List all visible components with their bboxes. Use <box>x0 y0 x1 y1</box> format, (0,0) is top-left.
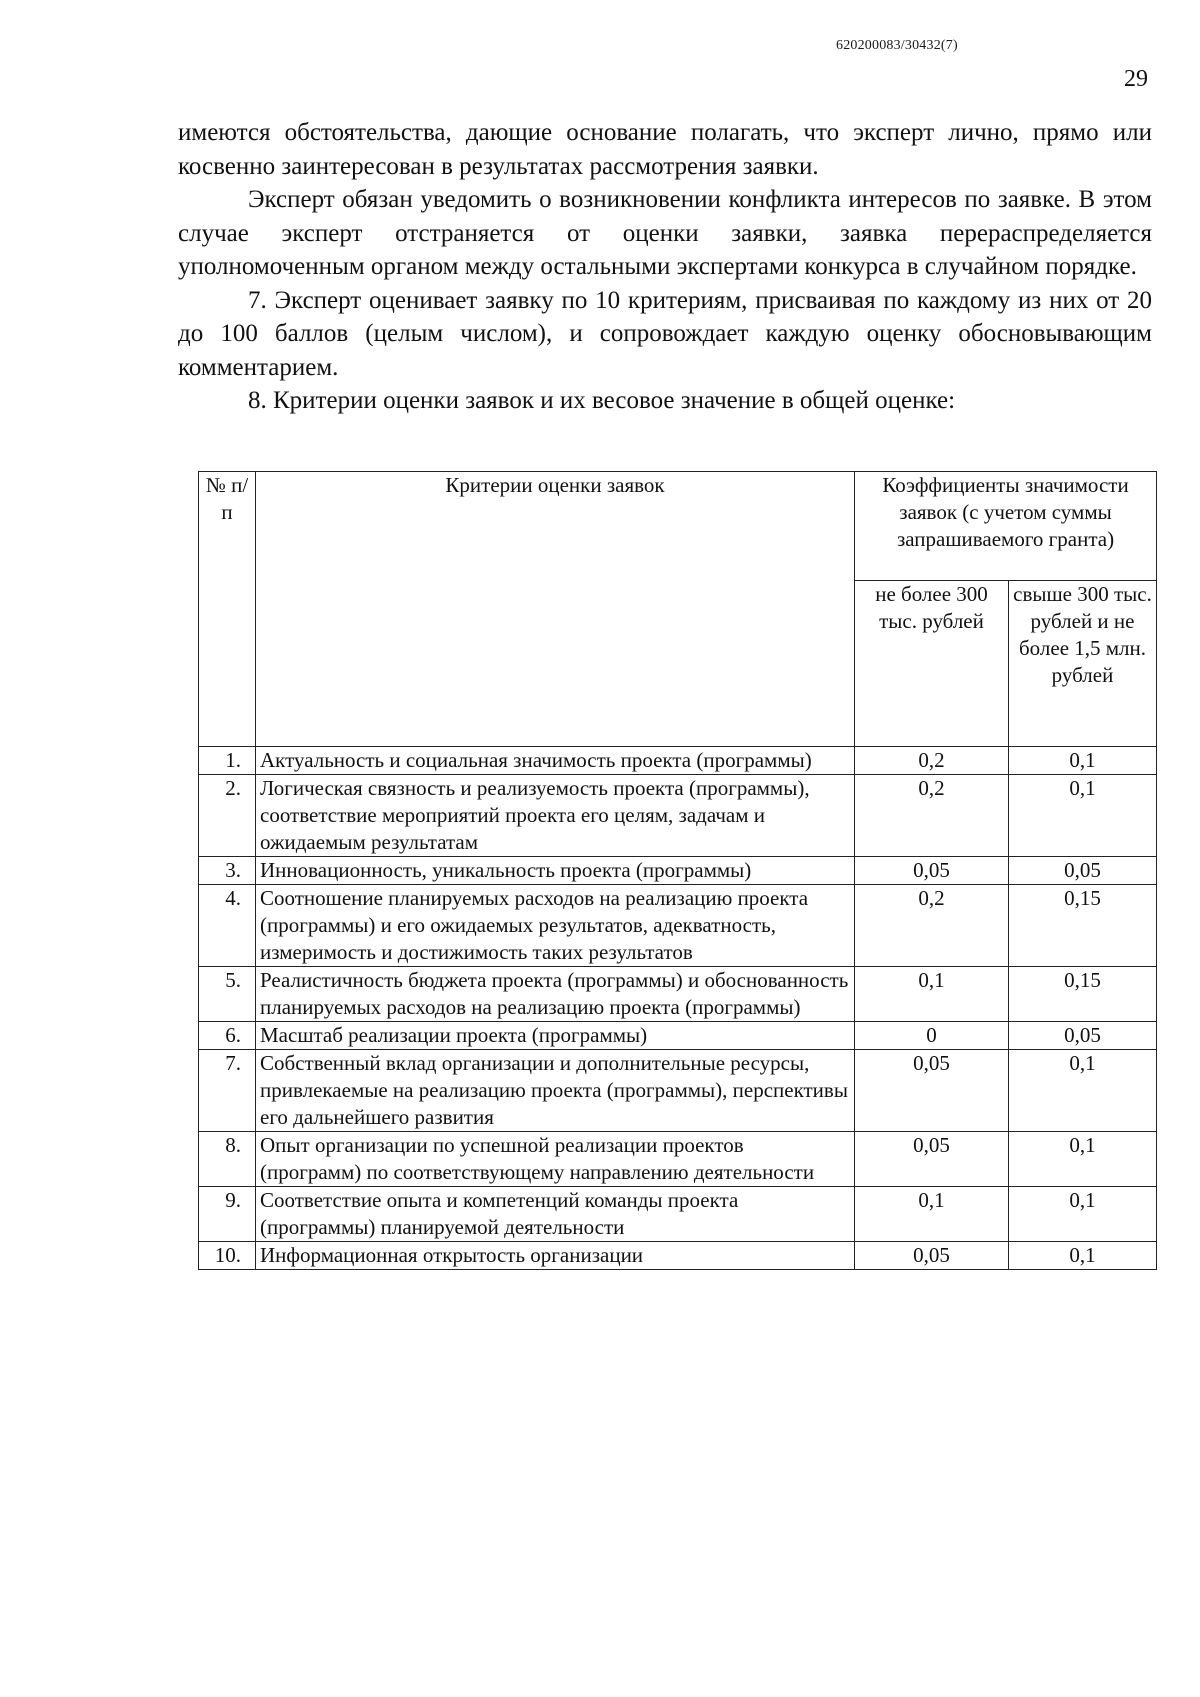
row-num-cell: 2. <box>199 775 256 857</box>
table-row <box>199 1132 1157 1187</box>
row-coef-a-cell: 0,2 <box>855 747 1009 775</box>
paragraph-conflict-of-interest: Эксперт обязан уведомить о возникновении конфликта интересов по заявке. В этом случае эксперт отстраняется от оценки заявки, заявка перераспределяется уполномоченным органом между остальными экспертами конкурса в случайном порядке. <box>178 186 1152 280</box>
row-coef-b-cell: 0,1 <box>1009 775 1157 857</box>
paragraph-continuation: имеются обстоятельства, дающие основание полагать, что эксперт лично, прямо или косвенно заинтересован в результатах рассмотрения заявки. <box>178 119 1152 180</box>
table-row <box>199 885 1157 967</box>
paragraph-item-8: 8. Критерии оценки заявок и их весовое значение в общей оценке: <box>248 387 956 414</box>
row-num-cell: 4. <box>199 885 256 967</box>
header-coef-cell: Коэффициенты значимости заявок (с учетом суммы запрашиваемого гранта) <box>855 472 1157 581</box>
row-num-cell: 7. <box>199 1050 256 1132</box>
row-criterion-cell: Инновационность, уникальность проекта (программы) <box>256 857 855 885</box>
document-id: 620200083/30432(7) <box>836 38 958 53</box>
row-criterion-cell: Опыт организации по успешной реализации проектов (программ) по соответствующему направлению деятельности <box>256 1132 855 1187</box>
table-row <box>199 1242 1157 1270</box>
table-row <box>199 967 1157 1022</box>
row-num-cell: 3. <box>199 857 256 885</box>
row-coef-b-cell: 0,05 <box>1009 857 1157 885</box>
paragraph-item-7: 7. Эксперт оценивает заявку по 10 критериям, присваивая по каждому из них от 20 до 100 баллов (целым числом), и сопровождает каждую оценку обосновывающим комментарием. <box>178 286 1152 381</box>
row-criterion-cell: Собственный вклад организации и дополнительные ресурсы, привлекаемые на реализацию проекта (программы), перспективы его дальнейшего развития <box>256 1050 855 1132</box>
header-num-cell: № п/п <box>199 472 256 747</box>
header-criteria-cell: Критерии оценки заявок <box>256 472 855 747</box>
row-coef-a-cell: 0,05 <box>855 857 1009 885</box>
row-num-cell: 9. <box>199 1187 256 1242</box>
row-num-cell: 5. <box>199 967 256 1022</box>
row-criterion-cell: Реалистичность бюджета проекта (программы) и обоснованность планируемых расходов на реализацию проекта (программы) <box>256 967 855 1022</box>
criteria-table <box>198 471 1157 1270</box>
row-coef-b-cell: 0,1 <box>1009 1132 1157 1187</box>
row-coef-b-cell: 0,15 <box>1009 885 1157 967</box>
row-coef-a-cell: 0,2 <box>855 775 1009 857</box>
row-num-cell: 10. <box>199 1242 256 1270</box>
row-criterion-cell: Соотношение планируемых расходов на реализацию проекта (программы) и его ожидаемых результатов, адекватность, измеримость и достижимость таких результатов <box>256 885 855 967</box>
table-row <box>199 1022 1157 1050</box>
row-criterion-cell: Информационная открытость организации <box>256 1242 855 1270</box>
row-coef-a-cell: 0,05 <box>855 1132 1009 1187</box>
row-coef-a-cell: 0,1 <box>855 1187 1009 1242</box>
row-coef-a-cell: 0 <box>855 1022 1009 1050</box>
table-row <box>199 747 1157 775</box>
row-criterion-cell: Актуальность и социальная значимость проекта (программы) <box>256 747 855 775</box>
row-coef-b-cell: 0,1 <box>1009 1050 1157 1132</box>
body-text <box>178 116 1152 418</box>
row-coef-a-cell: 0,05 <box>855 1242 1009 1270</box>
row-num-cell: 6. <box>199 1022 256 1050</box>
row-coef-b-cell: 0,15 <box>1009 967 1157 1022</box>
row-coef-b-cell: 0,1 <box>1009 747 1157 775</box>
row-num-cell: 8. <box>199 1132 256 1187</box>
table-row <box>199 857 1157 885</box>
row-coef-a-cell: 0,2 <box>855 885 1009 967</box>
row-coef-a-cell: 0,05 <box>855 1050 1009 1132</box>
row-coef-a-cell: 0,1 <box>855 967 1009 1022</box>
table-row <box>199 1050 1157 1132</box>
row-num-cell: 1. <box>199 747 256 775</box>
table-row <box>199 1187 1157 1242</box>
header-sub-b-cell: свыше 300 тыс. рублей и не более 1,5 млн. рублей <box>1009 581 1157 747</box>
row-criterion-cell: Логическая связность и реализуемость проекта (программы), соответствие мероприятий проекта его целям, задачам и ожидаемым результатам <box>256 775 855 857</box>
criteria-table-container <box>198 471 1156 1270</box>
page-number: 29 <box>1124 66 1148 92</box>
row-coef-b-cell: 0,1 <box>1009 1242 1157 1270</box>
table-header-row <box>199 472 1157 581</box>
table-row <box>199 775 1157 857</box>
header-sub-a-cell: не более 300 тыс. рублей <box>855 581 1009 747</box>
row-coef-b-cell: 0,1 <box>1009 1187 1157 1242</box>
row-criterion-cell: Соответствие опыта и компетенций команды проекта (программы) планируемой деятельности <box>256 1187 855 1242</box>
row-criterion-cell: Масштаб реализации проекта (программы) <box>256 1022 855 1050</box>
row-coef-b-cell: 0,05 <box>1009 1022 1157 1050</box>
